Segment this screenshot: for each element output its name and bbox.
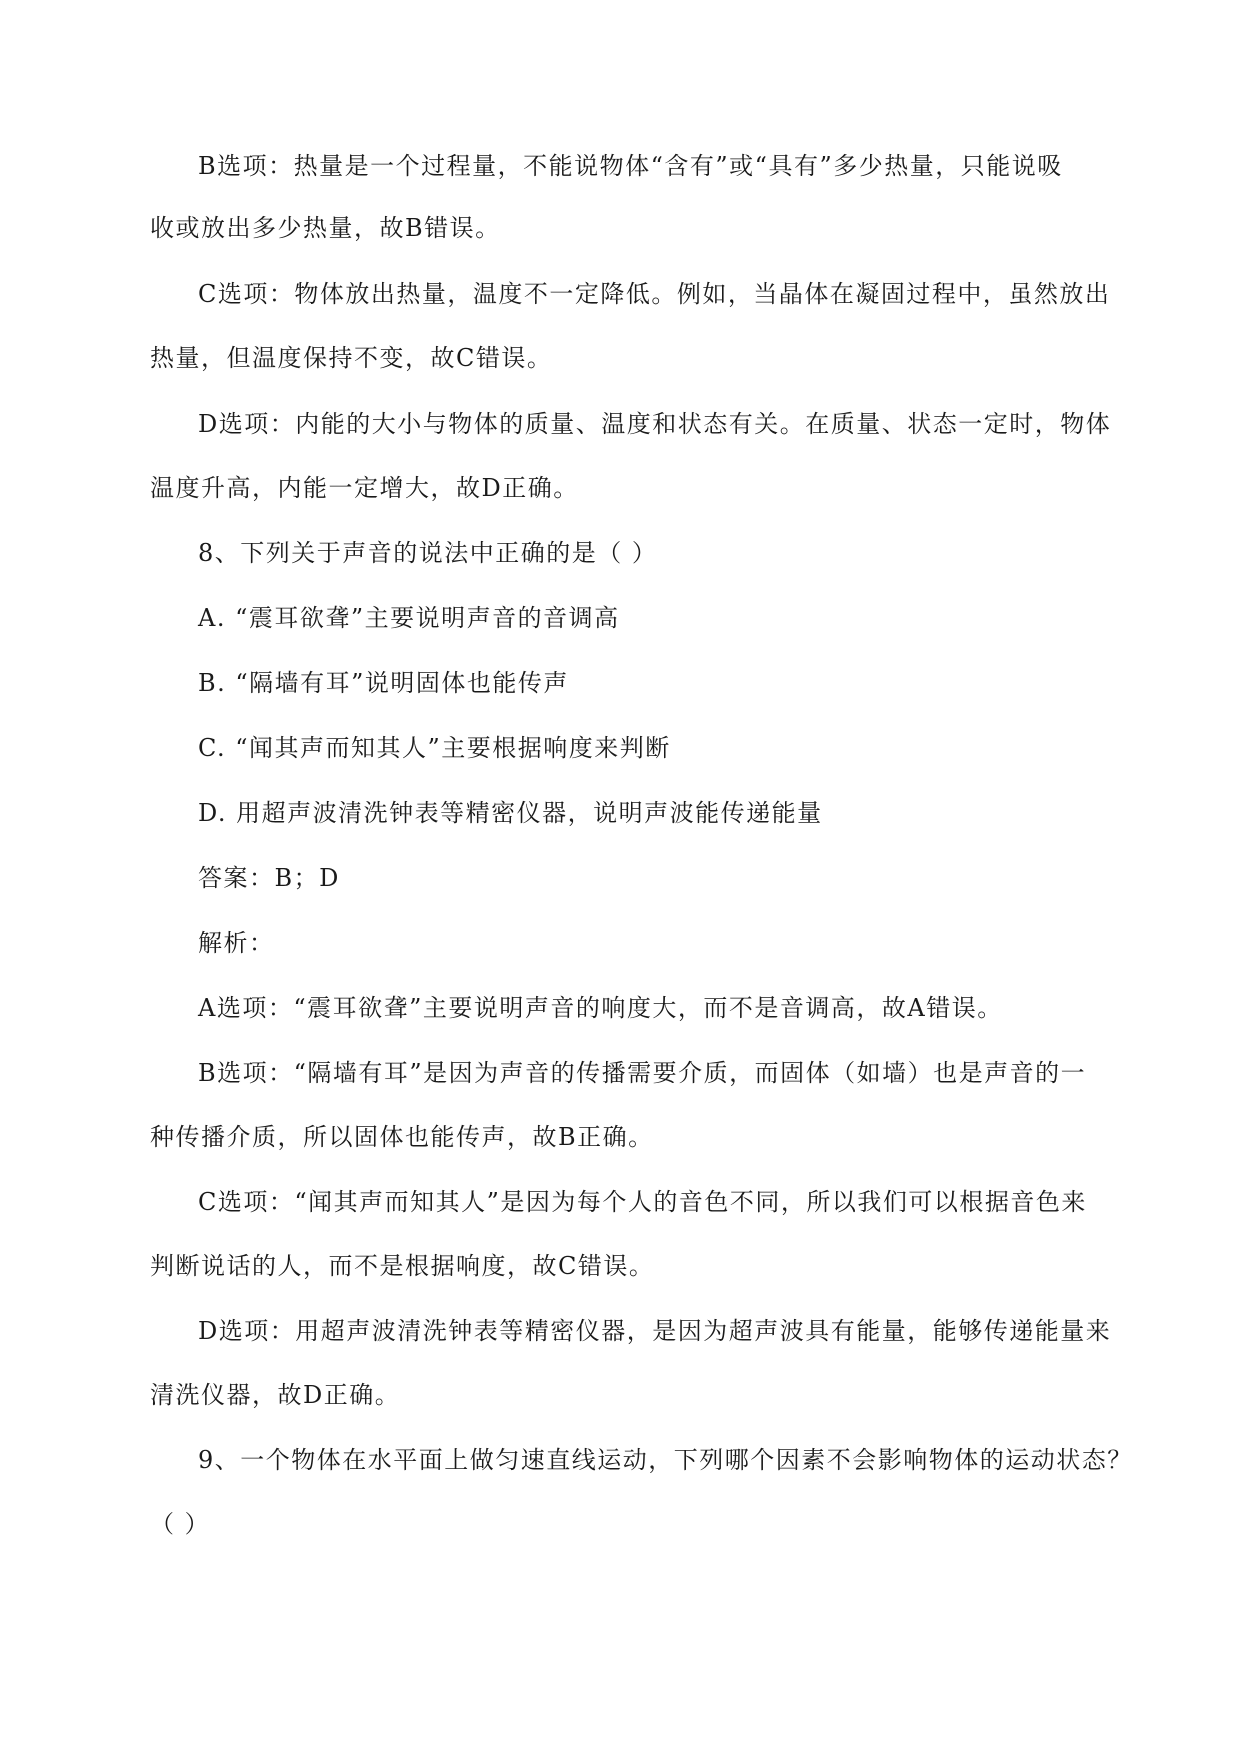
prev-analysis-option-b-line-2: 收或放出多少热量，故B错误。 [150,214,501,242]
question-8-analysis-option-b-line-2: 种传播介质，所以固体也能传声，故B正确。 [150,1123,654,1151]
question-8-analysis-option-d-line-2: 清洗仪器，故D正确。 [150,1381,401,1409]
prev-analysis-option-d-line-2: 温度升高，内能一定增大，故D正确。 [150,474,579,502]
question-8-stem: 8、下列关于声音的说法中正确的是（ ） [198,539,658,567]
question-8-analysis-option-c-line-2: 判断说话的人，而不是根据响度，故C错误。 [150,1252,655,1280]
question-8-option-a: A. “震耳欲聋”主要说明声音的音调高 [198,604,620,632]
prev-analysis-option-c-line-1: C选项：物体放出热量，温度不一定降低。例如，当晶体在凝固过程中，虽然放出 [198,280,1111,308]
question-8-analysis-heading: 解析： [198,929,275,957]
prev-analysis-option-c-line-2: 热量，但温度保持不变，故C错误。 [150,344,553,372]
question-8-option-c: C. “闻其声而知其人”主要根据响度来判断 [198,734,671,762]
question-8-analysis-option-a: A选项：“震耳欲聋”主要说明声音的响度大，而不是音调高，故A错误。 [198,994,1003,1022]
question-8-analysis-option-d-line-1: D选项：用超声波清洗钟表等精密仪器，是因为超声波具有能量，能够传递能量来 [198,1317,1112,1345]
question-8-analysis-option-b-line-1: B选项：“隔墙有耳”是因为声音的传播需要介质，而固体（如墙）也是声音的一 [198,1059,1087,1087]
question-8-option-b: B. “隔墙有耳”说明固体也能传声 [198,669,569,697]
question-8-analysis-option-c-line-1: C选项：“闻其声而知其人”是因为每个人的音色不同，所以我们可以根据音色来 [198,1188,1087,1216]
question-8-answer: 答案：B；D [198,864,340,892]
question-9-stem-line-2: （ ） [150,1510,211,1538]
question-8-option-d: D. 用超声波清洗钟表等精密仪器，说明声波能传递能量 [198,799,823,827]
prev-analysis-option-b-line-1: B选项：热量是一个过程量，不能说物体“含有”或“具有”多少热量，只能说吸 [198,152,1063,180]
question-9-stem-line-1: 9、一个物体在水平面上做匀速直线运动，下列哪个因素不会影响物体的运动状态？ [198,1446,1133,1474]
prev-analysis-option-d-line-1: D选项：内能的大小与物体的质量、温度和状态有关。在质量、状态一定时，物体 [198,410,1112,438]
